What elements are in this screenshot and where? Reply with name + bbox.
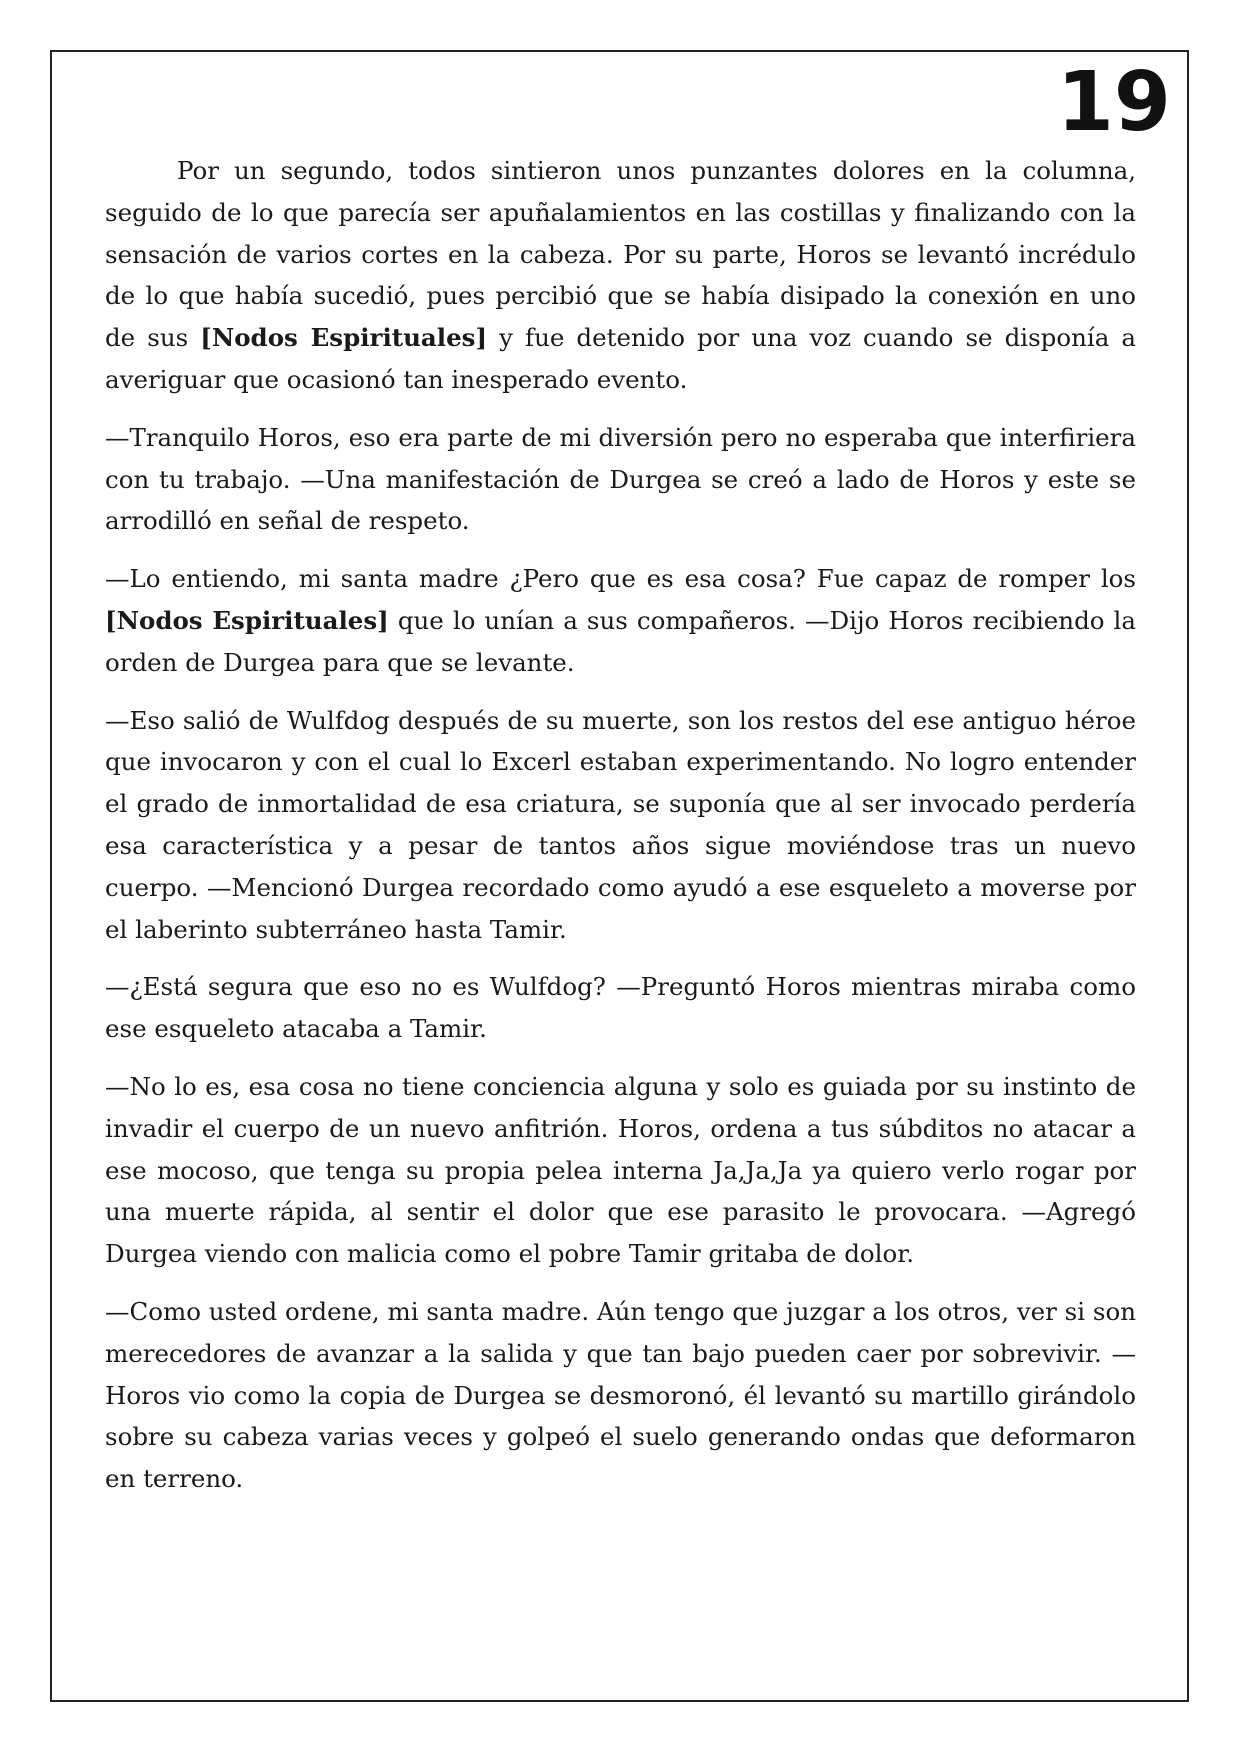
- bold-term: [Nodos Espirituales]: [200, 323, 488, 353]
- page-frame: [50, 50, 1189, 1702]
- paragraph: [105, 150, 1136, 401]
- text-segment: —Eso salió de Wulfdog después de su muerte, son los restos del ese antiguo héroe que invocaron y con el cual lo Excerl estaban experimentando. No logro entender el grado de inmortalidad de esa criatura, se suponía que al ser invocado perdería esa característica y a pesar de tantos años sigue moviéndose tras un nuevo cuerpo. —Mencionó Durgea recordado como ayudó a ese esqueleto a moverse por el laberinto subterráneo hasta Tamir.: [105, 705, 1136, 944]
- text-segment: —Lo entiendo, mi santa madre ¿Pero que es esa cosa? Fue capaz de romper los: [105, 564, 1136, 594]
- paragraph: [105, 558, 1136, 683]
- text-segment: —Como usted ordene, mi santa madre. Aún tengo que juzgar a los otros, ver si son merecedores de avanzar a la salida y que tan bajo pueden caer por sobrevivir. —Horos vio como la copia de Durgea se desmoronó, él levantó su martillo girándolo sobre su cabeza varias veces y golpeó el suelo generando ondas que deformaron en terreno.: [105, 1296, 1136, 1494]
- text-segment: que lo unían a sus compañeros. —Dijo Horos recibiendo la orden de Durgea para que se levante.: [105, 605, 1137, 677]
- paragraph: [105, 700, 1136, 951]
- text-segment: —¿Está segura que eso no es Wulfdog? —Preguntó Horos mientras miraba como ese esqueleto atacaba a Tamir.: [105, 972, 1136, 1044]
- text-body: [105, 150, 1136, 1516]
- paragraph: [105, 1291, 1136, 1500]
- paragraph: [105, 417, 1136, 542]
- text-segment: —Tranquilo Horos, eso era parte de mi diversión pero no esperaba que interfiriera con tu trabajo. —Una manifestación de Durgea se creó a lado de Horos y este se arrodilló en señal de respeto.: [105, 422, 1136, 536]
- paragraph: [105, 1066, 1136, 1275]
- text-segment: —No lo es, esa cosa no tiene conciencia alguna y solo es guiada por su instinto de invadir el cuerpo de un nuevo anfitrión. Horos, ordena a tus súbditos no atacar a ese mocoso, que tenga su propia pelea interna Ja,Ja,Ja ya quiero verlo rogar por una muerte rápida, al sentir el dolor que ese parasito le provocara. —Agregó Durgea viendo con malicia como el pobre Tamir gritaba de dolor.: [105, 1071, 1136, 1269]
- text-segment: Por un segundo, todos sintieron unos punzantes dolores en la columna, seguido de lo que parecía ser apuñalamientos en las costillas y finalizando con la sensación de varios cortes en la cabeza. Por su parte, Horos se levantó incrédulo de lo que había sucedió, pues percibió que se había disipado la conexión en uno de sus: [105, 156, 1136, 353]
- bold-term: [Nodos Espirituales]: [105, 605, 389, 635]
- page-number: 19: [1056, 55, 1171, 150]
- paragraph: [105, 966, 1136, 1050]
- text-segment: y fue detenido por una voz cuando se disponía a averiguar que ocasionó tan inesperado evento.: [105, 323, 1136, 394]
